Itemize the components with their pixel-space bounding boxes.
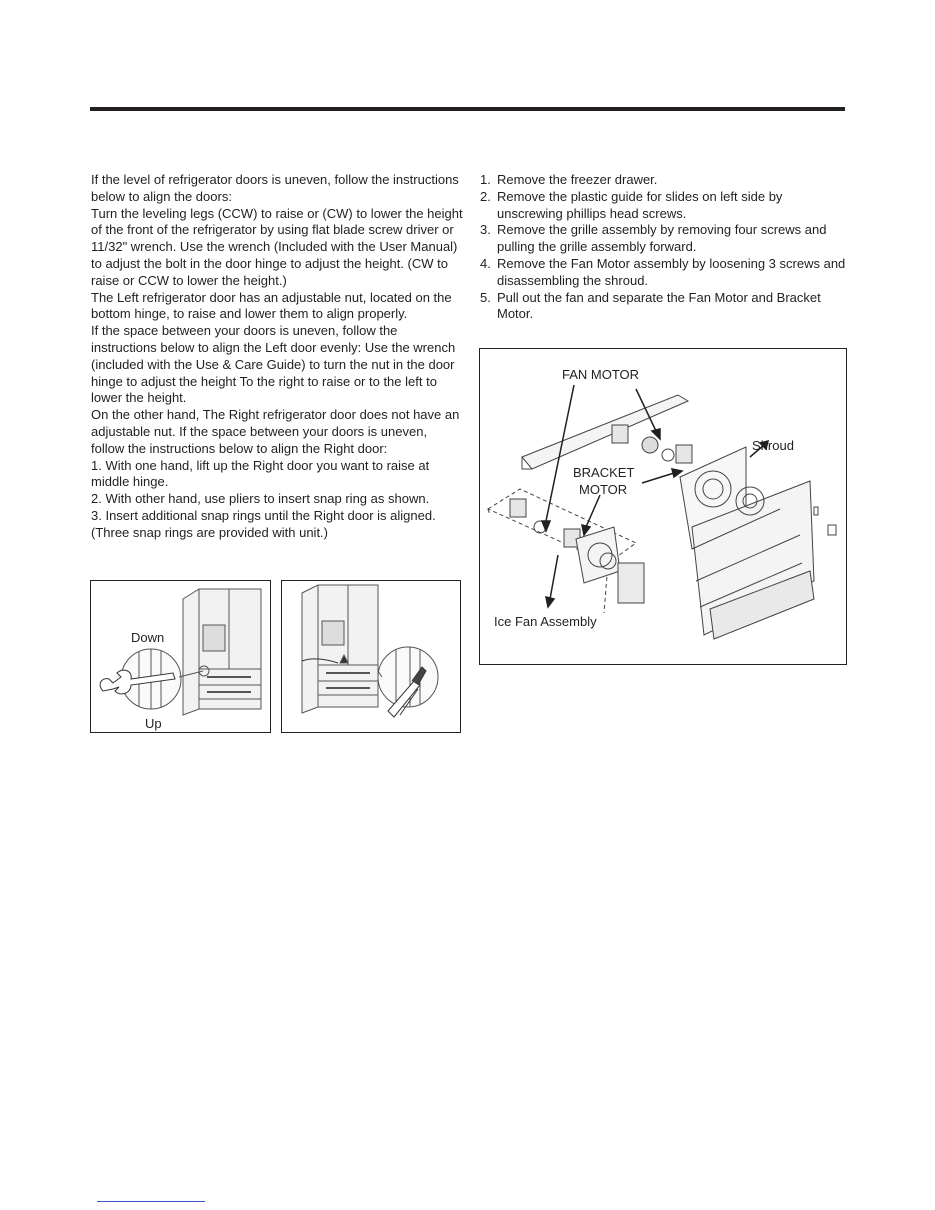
list-item: 5. Pull out the fan and separate the Fan Motor and Bracket Motor. (480, 289, 821, 322)
paragraph: Turn the leveling legs (CCW) to raise or (CW) to lower the height of the front of the refrigerator by using flat blade screw driver or 11/32" wrench. Use the wrench (Included with the User Manual) to adjust the bolt in the door hinge to adjust the height. (CW to raise or CCW to lower the height.) (91, 205, 463, 288)
paragraph: If the space between your doors is uneven, follow the instructions below to align the Left door evenly: Use the wrench (included with the Use & Care Guide) to turn the nut in the door hinge to adjust the height To the right to raise or to the left to lower the height. (91, 323, 456, 406)
paragraph: On the other hand, The Right refrigerator door does not have an adjustable nut. If the space between your doors is uneven, follow the instructions below to align the Right door: (91, 407, 460, 456)
label-ice-fan-assembly: Ice Fan Assembly (494, 614, 597, 629)
header-rule (90, 107, 845, 111)
label-motor: MOTOR (579, 482, 628, 497)
label-down: Down (131, 630, 165, 645)
paragraph: 2. With other hand, use pliers to insert snap ring as shown. (91, 491, 430, 507)
door-alignment-instructions (91, 172, 463, 542)
label-fan-motor: FAN MOTOR (562, 367, 640, 382)
paragraph: If the level of refrigerator doors is uneven, follow the instructions below to align the doors: (91, 172, 459, 204)
label-bracket: BRACKET (573, 465, 635, 480)
snap-ring-pliers-figure (281, 580, 461, 733)
fan-motor-exploded-figure (479, 348, 847, 665)
paragraph: The Left refrigerator door has an adjustable nut, located on the bottom hinge, to raise and lower them to align properly. (91, 289, 452, 322)
list-item: 4. Remove the Fan Motor assembly by loosening 3 screws and disassembling the shroud. (480, 255, 846, 288)
footer-link-underline (97, 1201, 205, 1202)
list-item: 3. Remove the grille assembly by removing four screws and pulling the grille assembly forward. (480, 222, 827, 255)
label-up: Up (145, 716, 162, 731)
list-item: 1. Remove the freezer drawer. (480, 172, 658, 187)
list-item: 2. Remove the plastic guide for slides on left side by unscrewing phillips head screws. (480, 188, 783, 221)
label-shroud: Shroud (752, 438, 794, 453)
refrigerator-wrench-illustration (91, 581, 270, 732)
paragraph: 3. Insert additional snap rings until the Right door is aligned. (Three snap rings are provided with unit.) (91, 507, 436, 540)
refrigerator-pliers-illustration (282, 581, 460, 732)
fan-motor-removal-steps (480, 172, 850, 323)
leveling-wrench-figure (90, 580, 271, 733)
paragraph: 1. With one hand, lift up the Right door you want to raise at middle hinge. (91, 457, 430, 490)
